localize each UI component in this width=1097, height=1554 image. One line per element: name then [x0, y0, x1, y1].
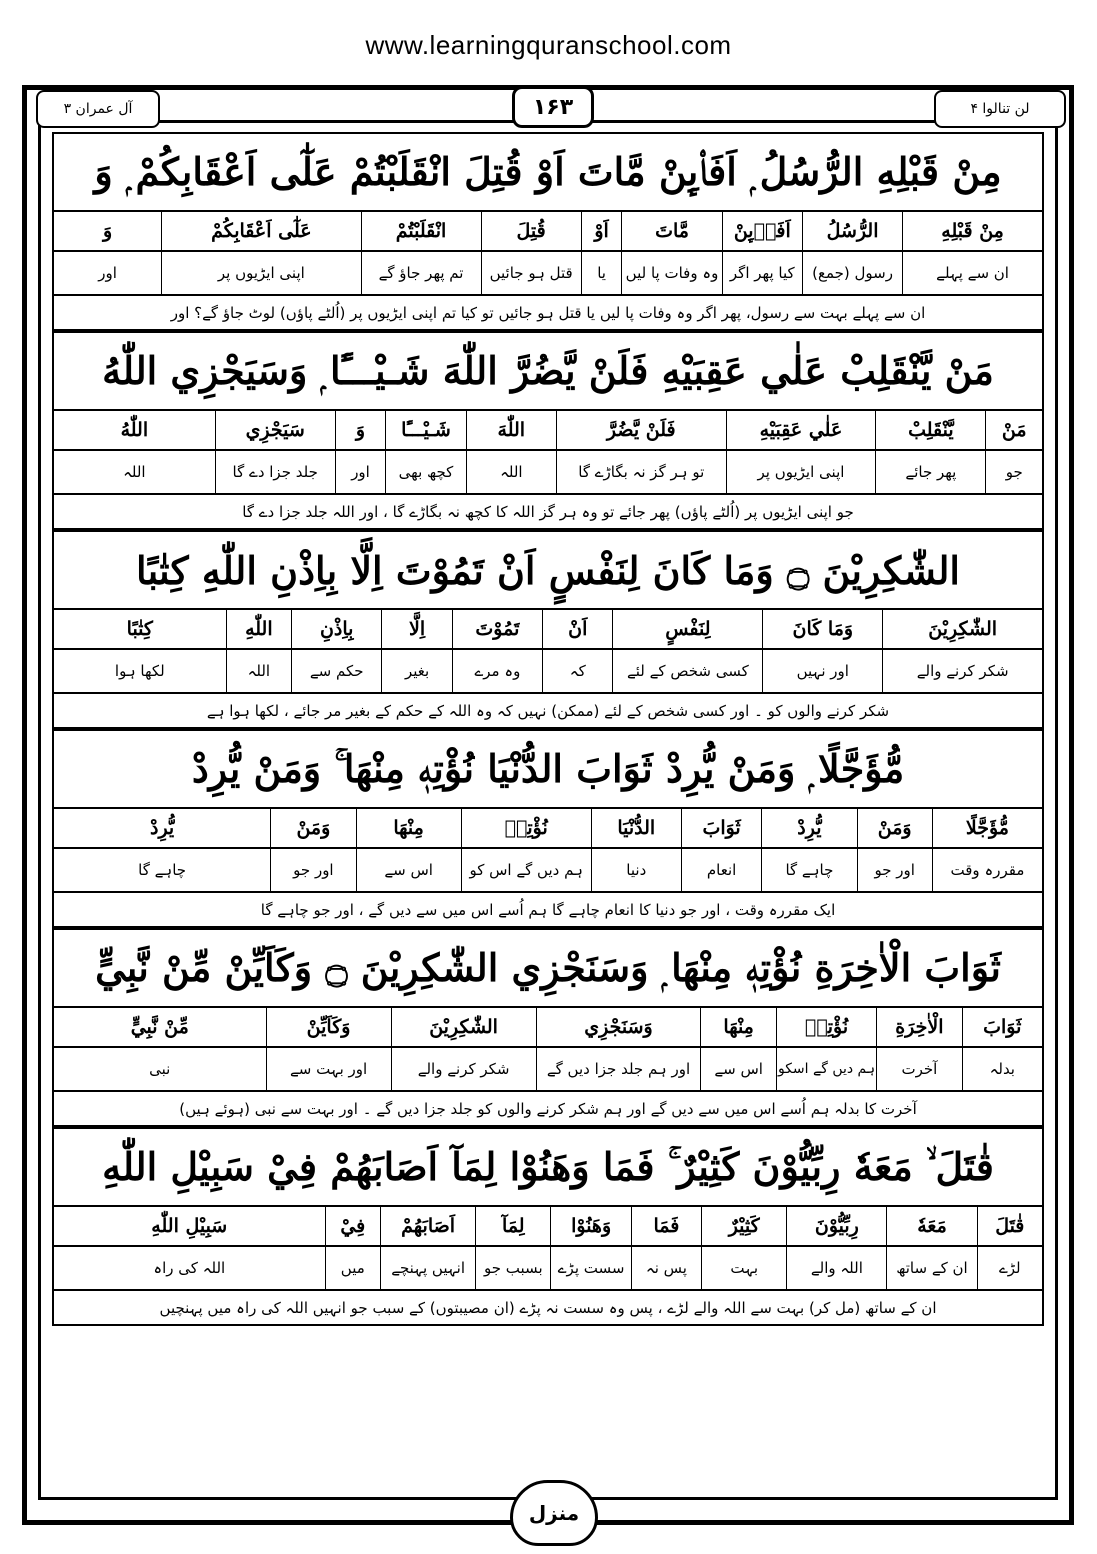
site-url: www.learningquranschool.com	[365, 30, 732, 60]
urdu-meaning: ان سے پہلے	[902, 252, 1042, 294]
urdu-meaning: یا	[581, 252, 622, 294]
arabic-word: فَمَا	[631, 1207, 701, 1245]
urdu-translation: آخرت کا بدلہ ہم اُسے اس میں سے دیں گے اور ہم شکر کرنے والوں کو جلد جزا دیں گے ۔ اور بہت سے نبی (ہوئے ہیں)	[52, 1090, 1044, 1127]
arabic-word: انْقَلَبْتُمْ	[361, 212, 481, 250]
arabic-word: سَيَجْزِي	[215, 411, 335, 449]
urdu-meaning: کہ	[542, 650, 612, 692]
ayah-line: مُّؤَجَّلًا ۭ وَمَنْ يُّرِدْ ثَوَابَ الدُّنْيَا نُؤْتِهٖ مِنْهَا ۚ وَمَنْ يُّرِدْ	[52, 729, 1044, 807]
urdu-meaning: مقررہ وقت	[932, 849, 1042, 891]
arabic-word: عَلٰي عَقِبَيْهِ	[726, 411, 876, 449]
arabic-word: يَّنْقَلِبْ	[875, 411, 985, 449]
ayah-line: قٰتَلَ ۙ مَعَهٗ رِبِّيُّوْنَ كَثِيْرٌ ۚ فَمَا وَهَنُوْا لِمَآ اَصَابَھُمْ فِيْ سَبِيْلِ اللّٰهِ	[52, 1127, 1044, 1205]
urdu-meaning: کیا پھر اگر	[722, 252, 802, 294]
arabic-word: اللّٰهُ	[120, 419, 149, 441]
arabic-word: نُؤْتِهٖ	[461, 809, 591, 847]
urdu-meaning: دنیا	[591, 849, 681, 891]
arabic-word: وَكَاَيِّنْ	[266, 1008, 391, 1046]
arabic-word: الدُّنْيَا	[591, 809, 681, 847]
urdu-meaning: اللہ کی راہ	[153, 1259, 226, 1277]
urdu-meaning: آخرت	[876, 1048, 961, 1090]
urdu-meaning: شکر کرنے والے	[391, 1048, 536, 1090]
urdu-meaning: اللہ	[123, 463, 146, 481]
arabic-word: ثَوَابَ	[962, 1008, 1042, 1046]
arabic-word: لِنَفْسٍ	[612, 610, 762, 648]
arabic-word: مَعَهٗ	[886, 1207, 976, 1245]
arabic-word: الشّٰكِرِيْنَ	[391, 1008, 536, 1046]
urdu-meaning: میں	[325, 1247, 381, 1289]
urdu-meaning: چاہے گا	[761, 849, 856, 891]
meaning-row	[52, 449, 1044, 493]
urdu-meaning: بدلہ	[962, 1048, 1042, 1090]
meaning-row	[52, 847, 1044, 891]
arabic-word: اَفَا۟ىِٕنْ	[722, 212, 802, 250]
word-row	[52, 210, 1044, 250]
arabic-word: عَلٰٓى اَعْقَابِكُمْ	[161, 212, 360, 250]
urdu-meaning: اور	[335, 451, 386, 493]
arabic-word: اِلَّا	[381, 610, 451, 648]
word-row	[52, 1006, 1044, 1046]
urdu-meaning: اللہ	[226, 650, 291, 692]
urdu-meaning: کچھ بھی	[385, 451, 465, 493]
arabic-word: قٰتَلَ	[977, 1207, 1042, 1245]
arabic-word: مِّنْ نَّبِيٍّ	[130, 1016, 189, 1038]
urdu-translation: ان کے ساتھ (مل کر) بہت سے اللہ والے لڑے ، پس وہ سست نہ پڑے (ان مصیبتوں) کے سبب جو انہیں اللہ کی راہ میں پہنچیں	[52, 1289, 1044, 1326]
urdu-meaning: اور نہیں	[762, 650, 882, 692]
urdu-meaning: اس سے	[356, 849, 461, 891]
arabic-word: اَنْ	[542, 610, 612, 648]
meaning-row	[52, 1245, 1044, 1289]
arabic-word: مِنْهَا	[700, 1008, 775, 1046]
arabic-word: كَثِيْرٌ	[701, 1207, 786, 1245]
arabic-word: وَمَنْ	[270, 809, 355, 847]
arabic-word: وَمَنْ	[857, 809, 932, 847]
arabic-word: شَـيْـــًٔا	[385, 411, 465, 449]
urdu-meaning: لڑے	[977, 1247, 1042, 1289]
ayah-line: مَنْ يَّنْقَلِبْ عَلٰي عَقِبَيْهِ فَلَنْ يَّضُرَّ اللّٰهَ شَـيْـــًٔا ۭ وَسَيَجْزِي اللّٰهُ	[52, 331, 1044, 409]
urdu-meaning: لکھا ہوا	[114, 662, 165, 680]
word-row	[52, 1205, 1044, 1245]
arabic-word: يُّرِدْ	[761, 809, 856, 847]
arabic-word: وَ	[335, 411, 386, 449]
arabic-word: قُتِلَ	[481, 212, 581, 250]
meaning-row	[52, 1046, 1044, 1090]
meaning-row	[52, 648, 1044, 692]
arabic-word: بِاِذْنِ	[291, 610, 381, 648]
arabic-word: وَ	[102, 220, 113, 242]
arabic-word: رِبِّيُّوْنَ	[786, 1207, 886, 1245]
urdu-meaning: اللہ	[466, 451, 556, 493]
urdu-meaning: کسی شخص کے لئے	[612, 650, 762, 692]
meaning-row	[52, 250, 1044, 294]
arabic-word: مَنْ	[985, 411, 1042, 449]
urdu-meaning: شکر کرنے والے	[882, 650, 1042, 692]
urdu-meaning: ہم دیں گے اس کو	[461, 849, 591, 891]
arabic-word: نُؤْتِهٖ	[776, 1008, 876, 1046]
ayah-line: ثَوَابَ الْاٰخِرَةِ نُؤْتِهٖ مِنْهَا ۭ وَسَنَجْزِي الشّٰكِرِيْنَ ۝ وَكَاَيِّنْ مِّنْ نَّبِيٍّ	[52, 928, 1044, 1006]
manzil-label: منزل	[510, 1480, 598, 1546]
arabic-word: الشّٰكِرِيْنَ	[882, 610, 1042, 648]
arabic-word: لِمَآ	[475, 1207, 550, 1245]
arabic-word: الْاٰخِرَةِ	[876, 1008, 961, 1046]
urdu-translation: جو اپنی ایڑیوں پر (اُلٹے پاؤں) پھر جائے تو وہ ہر گز اللہ کا کچھ نہ بگاڑے گا ، اور اللہ جلد جزا دے گا	[52, 493, 1044, 530]
urdu-meaning: بغیر	[381, 650, 451, 692]
arabic-word: الرُّسُلُ	[802, 212, 902, 250]
arabic-word: كِتٰبًا	[126, 618, 153, 640]
arabic-word: وَسَنَجْزِي	[536, 1008, 701, 1046]
urdu-meaning: انہیں پہنچے	[380, 1247, 475, 1289]
urdu-meaning: اللہ والے	[786, 1247, 886, 1289]
arabic-word: وَمَا كَانَ	[762, 610, 882, 648]
arabic-word: مِنْهَا	[356, 809, 461, 847]
arabic-word: تَمُوْتَ	[452, 610, 542, 648]
urdu-meaning: سست پڑے	[550, 1247, 630, 1289]
urdu-meaning: انعام	[681, 849, 761, 891]
arabic-word: وَهَنُوْا	[550, 1207, 630, 1245]
urdu-translation: ایک مقررہ وقت ، اور جو دنیا کا انعام چاہے گا ہم اُسے اس میں سے دیں گے ، اور جو چاہے گا	[52, 891, 1044, 928]
page-number: ۱۶۳	[512, 86, 594, 128]
arabic-word: مَّاتَ	[621, 212, 721, 250]
arabic-word: اَوْ	[581, 212, 622, 250]
urdu-meaning: اور	[98, 264, 117, 282]
urdu-meaning: تم پھر جاؤ گے	[361, 252, 481, 294]
arabic-word: اللّٰهَ	[466, 411, 556, 449]
urdu-meaning: پس نہ	[631, 1247, 701, 1289]
urdu-meaning: ان کے ساتھ	[886, 1247, 976, 1289]
arabic-word: فَلَنْ يَّضُرَّ	[556, 411, 726, 449]
arabic-word: ثَوَابَ	[681, 809, 761, 847]
surah-label: آل عمران ۳	[36, 90, 160, 128]
word-row	[52, 409, 1044, 449]
arabic-word: اَصَابَھُمْ	[380, 1207, 475, 1245]
arabic-word: يُّرِدْ	[149, 817, 175, 839]
urdu-meaning: تو ہر گز نہ بگاڑے گا	[556, 451, 726, 493]
urdu-meaning: بہت	[701, 1247, 786, 1289]
urdu-meaning: حکم سے	[291, 650, 381, 692]
urdu-translation: شکر کرنے والوں کو ۔ اور کسی شخص کے لئے (ممکن) نہیں کہ وہ اللہ کے حکم کے بغیر مر جائے ، لکھا ہوا ہے	[52, 692, 1044, 729]
urdu-meaning: اور بہت سے	[266, 1048, 391, 1090]
urdu-meaning: اس سے	[700, 1048, 775, 1090]
urdu-meaning: رسول (جمع)	[802, 252, 902, 294]
urdu-meaning: نبی	[149, 1060, 171, 1078]
urdu-meaning: اور جو	[270, 849, 355, 891]
urdu-translation: ان سے پہلے بہت سے رسول، پھر اگر وہ وفات پا لیں یا قتل ہو جائیں تو کیا تم اپنی ایڑیوں پر (اُلٹے پاؤں) لوٹ جاؤ گے؟ اور	[52, 294, 1044, 331]
quran-page-content	[52, 132, 1044, 1326]
ayah-line: الشّٰكِرِيْنَ ۝ وَمَا كَانَ لِنَفْسٍ اَنْ تَمُوْتَ اِلَّا بِاِذْنِ اللّٰهِ كِتٰبًا	[52, 530, 1044, 608]
urdu-meaning: ہم دیں گے اسکو	[776, 1048, 876, 1090]
arabic-word: فِيْ	[325, 1207, 381, 1245]
arabic-word: مِنْ قَبْلِهِ	[902, 212, 1042, 250]
word-row	[52, 807, 1044, 847]
urdu-meaning: اپنی ایڑیوں پر	[726, 451, 876, 493]
urdu-meaning: جلد جزا دے گا	[215, 451, 335, 493]
arabic-word: مُّؤَجَّلًا	[932, 809, 1042, 847]
urdu-meaning: اور ہم جلد جزا دیں گے	[536, 1048, 701, 1090]
ayah-line: مِنْ قَبْلِهِ الرُّسُلُ ۭ اَفَا۟ىِٕنْ مَّاتَ اَوْ قُتِلَ انْقَلَبْتُمْ عَلٰٓى اَعْقَابِكُمْ ۭ وَ	[52, 132, 1044, 210]
urdu-meaning: پھر جائے	[875, 451, 985, 493]
urdu-meaning: وہ مرے	[452, 650, 542, 692]
urdu-meaning: چاہے گا	[138, 861, 187, 879]
urdu-meaning: قتل ہو جائیں	[481, 252, 581, 294]
urdu-meaning: وہ وفات پا لیں	[621, 252, 721, 294]
word-row	[52, 608, 1044, 648]
arabic-word: اللّٰهِ	[226, 610, 291, 648]
arabic-word: سَبِيْلِ اللّٰهِ	[151, 1215, 228, 1237]
urdu-meaning: اپنی ایڑیوں پر	[161, 252, 360, 294]
urdu-meaning: جو	[985, 451, 1042, 493]
urdu-meaning: اور جو	[857, 849, 932, 891]
juz-label: لن تنالوا ۴	[934, 90, 1066, 128]
urdu-meaning: بسبب جو	[475, 1247, 550, 1289]
